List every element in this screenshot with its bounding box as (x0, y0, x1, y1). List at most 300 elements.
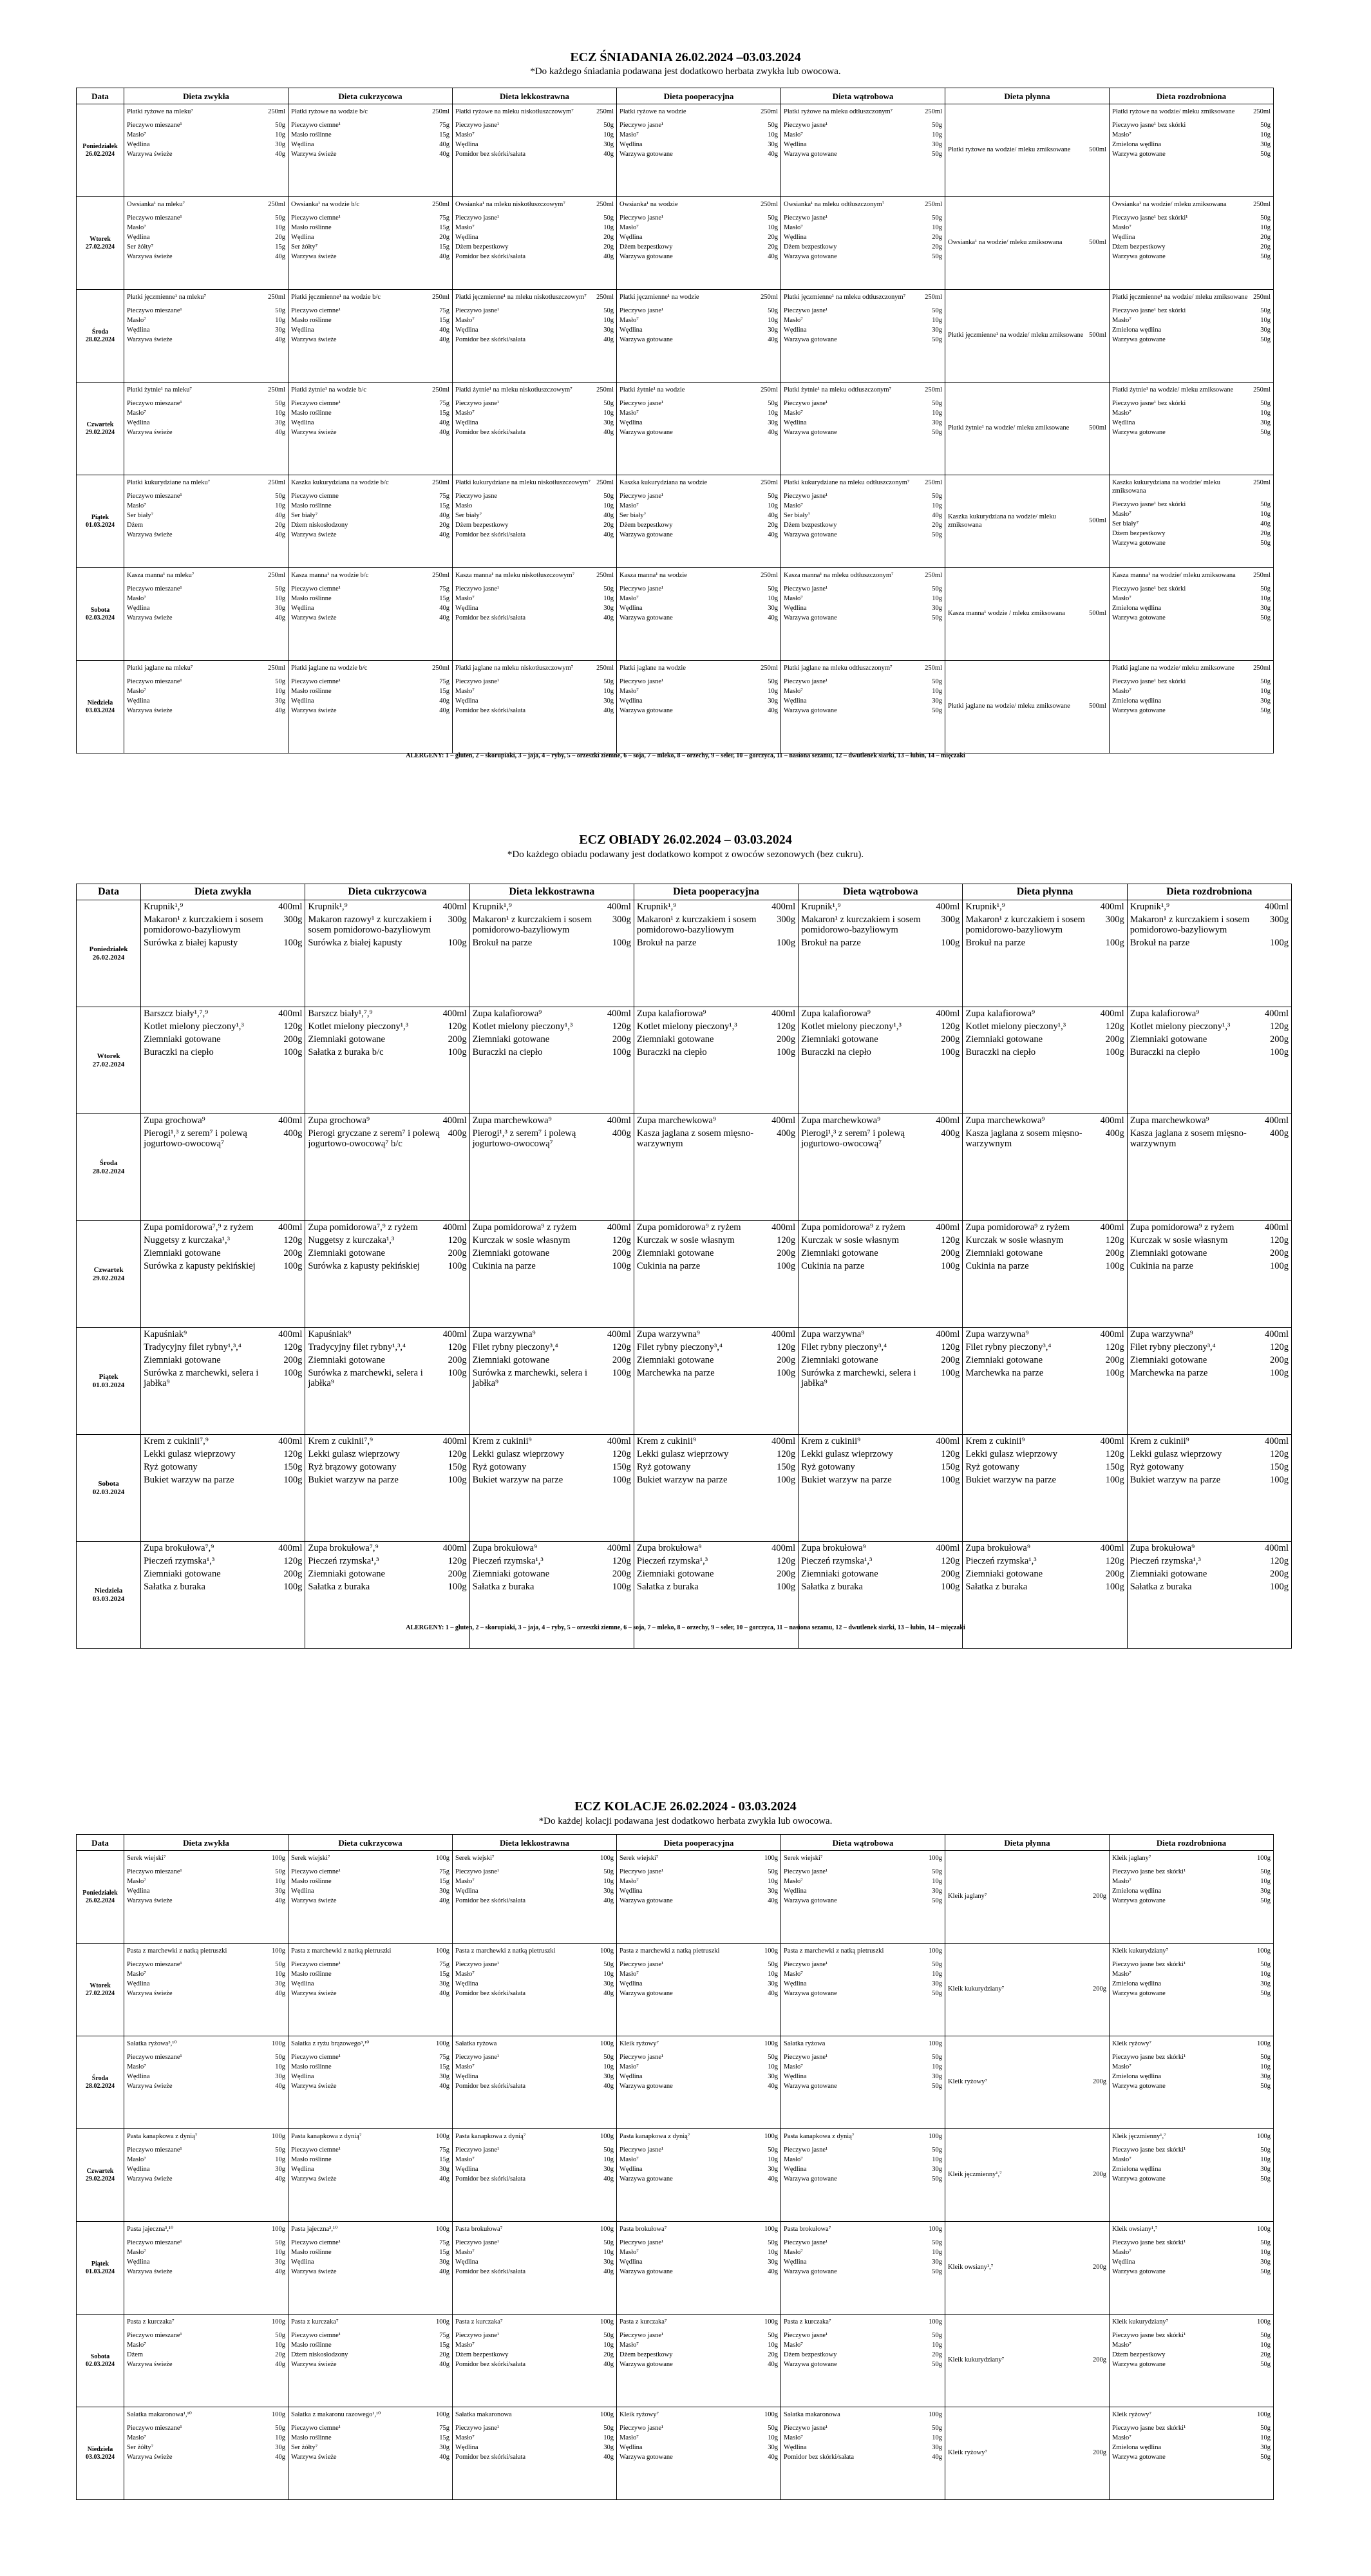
dish-name: Płatki jęczmienne¹ na wodzie b/c (291, 294, 381, 301)
dish-name: Wędlina (619, 2259, 643, 2266)
dish-item (453, 306, 616, 316)
dish-name: Wędlina (455, 2166, 478, 2173)
dish-quantity: 10g (1260, 688, 1271, 695)
dish-item (470, 1046, 634, 1059)
dish-name: Masło⁷ (619, 131, 639, 138)
dish-name: Surówka z kapusty pekińskiej (144, 1261, 256, 1271)
dish-name: Wędlina (784, 327, 807, 334)
dish-item (634, 1367, 798, 1379)
dish-item (288, 501, 452, 511)
dish-name: Kleik kukurydziany⁷ (948, 2356, 1005, 2363)
dish-item (453, 2039, 616, 2049)
dish-item (1110, 603, 1273, 613)
dish-name: Zupa pomidorowa⁹ z ryżem (636, 1222, 741, 1233)
dish-item (1128, 1033, 1291, 1046)
dish-quantity: 100g (600, 2133, 614, 2140)
dish-item (1110, 613, 1273, 623)
dish-item (453, 2340, 616, 2350)
dish-quantity: 200g (283, 1248, 303, 1258)
dish-item (288, 149, 452, 159)
dish-name: Warzywa gotowane (784, 614, 837, 621)
dish-name: Dżem bezpestkowy (784, 243, 837, 251)
dish-item (141, 1580, 305, 1593)
dish-item (781, 385, 945, 395)
dish-quantity: 50g (1260, 429, 1271, 436)
dish-item (124, 1979, 288, 1989)
dish-quantity: 250ml (761, 201, 778, 208)
dish-name: Filet rybny pieczony³,⁴ (801, 1342, 887, 1352)
dish-name: Płatki żytnie¹ na mleku odtłuszczonym⁷ (784, 386, 892, 393)
dish-quantity: 100g (436, 2040, 449, 2047)
dish-name: Wędlina (291, 697, 314, 705)
dish-item (963, 1260, 1126, 1273)
day-name: Niedziela (87, 2445, 113, 2453)
dish-quantity: 400ml (771, 1543, 796, 1553)
day-date: 26.02.2024 (86, 150, 115, 158)
dish-quantity: 50g (768, 678, 778, 685)
dish-quantity: 300g (612, 914, 631, 925)
dish-item (945, 145, 1109, 155)
dish-item (617, 1989, 780, 1998)
dish-name: Warzywa gotowane (619, 253, 673, 260)
dish-quantity: 400ml (1264, 902, 1289, 912)
menu-cell (799, 1328, 963, 1435)
dish-item (453, 2174, 616, 2184)
dish-name: Wędlina (784, 2073, 807, 2080)
dish-name: Lekki gulasz wieprzowy (636, 1449, 729, 1459)
dish-quantity: 150g (612, 1462, 631, 1472)
dish-name: Dżem bezpestkowy (455, 2351, 509, 2358)
dish-name: Ser biały⁷ (291, 512, 318, 519)
dish-item (781, 2410, 945, 2420)
dish-quantity: 10g (1260, 224, 1271, 231)
dish-name: Dżem (127, 522, 144, 529)
dish-name: Pomidor bez skórki/sałata (784, 2454, 855, 2461)
dish-quantity: 15g (439, 317, 449, 324)
dish-item (617, 120, 780, 130)
dish-name: Pasta kanapkowa z dynią⁷ (455, 2133, 526, 2140)
dish-item (288, 603, 452, 613)
dish-name: Bukiet warzyw na parze (636, 1475, 728, 1485)
menu-cell (617, 1851, 781, 1944)
dish-name: Pieczywo mieszane¹ (127, 2146, 182, 2154)
dish-item (288, 242, 452, 252)
dish-item (963, 900, 1126, 913)
day-row (77, 290, 1274, 383)
dish-name: Dżem bezpestkowy (619, 2351, 673, 2358)
dish-name: Masło⁷ (127, 1878, 146, 1885)
dish-item (963, 1542, 1126, 1555)
dish-item (617, 316, 780, 325)
dish-name: Masło⁷ (1112, 2063, 1131, 2070)
dish-item (1110, 529, 1273, 538)
dish-quantity: 40g (439, 707, 449, 714)
column-header: Dieta pooperacyjna (617, 88, 781, 104)
dish-item (141, 900, 305, 913)
dish-name: Kleik kukurydziany⁷ (948, 1985, 1005, 1993)
dish-item (799, 913, 962, 936)
dish-quantity: 30g (1260, 2166, 1271, 2173)
dish-name: Płatki ryżowe na mleku⁷ (127, 108, 194, 115)
dish-quantity: 400ml (1100, 902, 1124, 912)
dish-name: Kleik ryżowy⁷ (1112, 2040, 1152, 2047)
dish-item (124, 603, 288, 613)
dish-name: Serek wiejski⁷ (127, 1855, 166, 1862)
dish-quantity: 120g (283, 1556, 303, 1566)
dish-name: Pomidor bez skórki/sałata (455, 1897, 526, 1904)
menu-cell (945, 290, 1110, 383)
dish-item (799, 1234, 962, 1247)
dish-name: Warzywa gotowane (784, 253, 837, 260)
menu-cell (617, 1944, 781, 2036)
dish-quantity: 50g (603, 400, 614, 407)
dish-name: Pieczywo mieszane¹ (127, 122, 182, 129)
dish-name: Ziemniaki gotowane (801, 1355, 878, 1365)
dish-item (781, 677, 945, 687)
dish-item (634, 1221, 798, 1234)
menu-cell (617, 2222, 781, 2315)
dish-quantity: 100g (600, 2226, 614, 2233)
dish-item (781, 1979, 945, 1989)
dish-quantity: 400ml (278, 902, 303, 912)
dish-name: Makaron¹ z kurczakiem i sosem pomidorowo-bazyliowym (636, 914, 757, 935)
dish-quantity: 100g (448, 1047, 467, 1057)
dish-quantity: 50g (932, 2146, 942, 2154)
menu-cell (305, 1542, 469, 1649)
dish-quantity: 50g (1260, 2083, 1271, 2090)
dish-quantity: 10g (1260, 595, 1271, 602)
dish-name: Zupa brokułowa⁷,⁹ (144, 1543, 214, 1553)
dish-name: Masło⁷ (127, 1971, 146, 1978)
menu-cell (124, 1944, 288, 2036)
dish-name: Pieczywo mieszane¹ (127, 585, 182, 592)
dish-item (1128, 1114, 1291, 1127)
dish-item (781, 107, 945, 117)
dish-item (1110, 316, 1273, 325)
dish-item (781, 2174, 945, 2184)
dish-name: Warzywa gotowane (1112, 614, 1166, 621)
dish-name: Owsianka¹ na wodzie b/c (291, 201, 360, 208)
dish-item (305, 1247, 469, 1260)
dish-quantity: 200g (1093, 2356, 1106, 2363)
dish-quantity: 20g (603, 522, 614, 529)
dish-name: Pasta brokułowa⁷ (455, 2226, 503, 2233)
dish-item (288, 2052, 452, 2062)
dish-name: Zupa kalafiorowa⁹ (965, 1009, 1035, 1019)
dish-quantity: 50g (768, 1868, 778, 1875)
dish-name: Kasza manna¹ na mleku⁷ (127, 572, 194, 579)
dish-quantity: 200g (777, 1248, 796, 1258)
dish-name: Zmielona wędlina (1112, 605, 1162, 612)
dish-item (305, 1580, 469, 1593)
dish-item (470, 1328, 634, 1341)
dish-quantity: 120g (448, 1235, 467, 1245)
dish-quantity: 120g (1105, 1021, 1124, 1032)
dish-name: Filet rybny pieczony³,⁴ (472, 1342, 558, 1352)
dish-item (453, 2132, 616, 2141)
dish-item (781, 2248, 945, 2257)
dish-item (288, 2257, 452, 2267)
dish-name: Płatki ryżowe na wodzie/ mleku zmiksowane (948, 146, 1071, 153)
dish-quantity: 100g (283, 1047, 303, 1057)
dish-name: Ziemniaki gotowane (636, 1569, 714, 1579)
day-row (77, 475, 1274, 568)
dish-quantity: 30g (932, 2444, 942, 2451)
dish-name: Ziemniaki gotowane (965, 1569, 1043, 1579)
dish-quantity: 15g (439, 502, 449, 509)
dish-item (1110, 663, 1273, 673)
dish-name: Warzywa gotowane (619, 2175, 673, 2183)
dish-quantity: 30g (768, 141, 778, 148)
dish-quantity: 10g (932, 224, 942, 231)
dish-quantity: 400g (612, 1128, 631, 1139)
dish-quantity: 40g (603, 2361, 614, 2368)
dish-quantity: 100g (1257, 1855, 1271, 1862)
dish-item (945, 423, 1109, 433)
dish-item (288, 571, 452, 580)
dish-name: Masło⁷ (784, 502, 803, 509)
dish-name: Wędlina (127, 2259, 150, 2266)
dish-quantity: 10g (932, 2249, 942, 2256)
dish-name: Masło⁷ (784, 2156, 803, 2163)
dish-name: Pieczywo mieszane¹ (127, 1868, 182, 1875)
dish-quantity: 250ml (761, 386, 778, 393)
dish-quantity: 50g (1260, 2332, 1271, 2339)
dish-item (288, 1989, 452, 1998)
dish-item (617, 2410, 780, 2420)
dish-item (781, 2164, 945, 2174)
dish-item (141, 936, 305, 949)
dish-name: Płatki żytnie¹ na wodzie b/c (291, 386, 366, 393)
dish-item (124, 696, 288, 706)
breakfast-table (76, 88, 1274, 753)
dish-quantity: 200g (1105, 1569, 1124, 1579)
dish-item (124, 1896, 288, 1906)
dish-quantity: 200g (1105, 1034, 1124, 1045)
dish-quantity: 400ml (607, 1009, 631, 1019)
dish-quantity: 100g (764, 2040, 778, 2047)
dish-name: Wędlina (619, 2073, 643, 2080)
dish-name: Wędlina (784, 1980, 807, 1987)
dish-name: Masło⁷ (619, 595, 639, 602)
day-name: Wtorek (90, 1982, 111, 1989)
dish-name: Sałatka ryżowa (455, 2040, 497, 2047)
menu-cell (288, 290, 453, 383)
dish-item (141, 1221, 305, 1234)
dish-name: Pasta brokułowa⁷ (619, 2226, 667, 2233)
menu-cell (453, 475, 617, 568)
dish-quantity: 250ml (432, 386, 449, 393)
menu-cell (945, 197, 1110, 290)
dish-item (124, 2248, 288, 2257)
dish-item (1128, 1580, 1291, 1593)
dish-quantity: 40g (768, 1990, 778, 1997)
dish-item (288, 2452, 452, 2462)
dish-item (781, 478, 945, 488)
dish-item (781, 1853, 945, 1863)
dish-item (453, 2443, 616, 2452)
dish-name: Warzywa gotowane (619, 1897, 673, 1904)
dish-item (945, 2448, 1109, 2458)
dish-item (141, 1555, 305, 1567)
menu-cell (781, 290, 945, 383)
dish-quantity: 40g (275, 512, 285, 519)
dish-item (617, 1960, 780, 1969)
menu-cell (1127, 1221, 1291, 1328)
dish-item (617, 1979, 780, 1989)
dish-quantity: 30g (932, 327, 942, 334)
dish-name: Warzywa gotowane (1112, 336, 1166, 343)
dish-name: Pieczywo jasne (455, 493, 498, 500)
dish-quantity: 40g (439, 2454, 449, 2461)
dish-name: Ryż gotowany (472, 1462, 527, 1472)
dish-quantity: 20g (275, 522, 285, 529)
dish-name: Marchewka na parze (965, 1368, 1044, 1378)
dish-quantity: 200g (941, 1034, 960, 1045)
dish-quantity: 40g (439, 1990, 449, 1997)
dish-quantity: 400g (1105, 1128, 1124, 1139)
dish-item (453, 292, 616, 302)
dish-name: Wędlina (455, 2073, 478, 2080)
dish-name: Płatki jaglane na mleku niskotłuszczowym⁷ (455, 665, 574, 672)
dish-name: Buraczki na ciepło (965, 1047, 1036, 1057)
dish-quantity: 120g (1270, 1235, 1289, 1245)
dish-name: Pieczywo jasne bez skórki¹ (1112, 2425, 1186, 2432)
dish-name: Ziemniaki gotowane (308, 1569, 385, 1579)
dish-item (288, 1886, 452, 1896)
dish-item (124, 2238, 288, 2248)
dish-item (453, 478, 616, 488)
dish-name: Warzywa gotowane (784, 1990, 837, 1997)
dish-item (288, 2145, 452, 2155)
dish-quantity: 400ml (1264, 1436, 1289, 1446)
menu-cell (124, 383, 288, 475)
menu-cell (1110, 661, 1274, 753)
dish-name: Pieczywo jasne¹ (455, 214, 500, 222)
dish-quantity: 50g (603, 2425, 614, 2432)
dish-quantity: 400ml (442, 1115, 467, 1126)
dish-name: Krem z cukinii⁹ (636, 1436, 696, 1446)
dish-item (124, 2132, 288, 2141)
dish-item (1128, 1127, 1291, 1150)
dish-name: Sałatka makaronowa (784, 2411, 840, 2418)
dish-item (781, 292, 945, 302)
dish-name: Kasza manna¹ na mleku niskotłuszczowym⁷ (455, 572, 575, 579)
dish-item (1110, 2224, 1273, 2234)
dish-item (1110, 200, 1273, 209)
dish-quantity: 10g (932, 595, 942, 602)
dish-quantity: 40g (439, 141, 449, 148)
dish-name: Płatki jaglane na mleku odtłuszczonym⁷ (784, 665, 893, 672)
dish-name: Warzywa gotowane (1112, 2175, 1166, 2183)
dish-name: Pomidor bez skórki/sałata (455, 2083, 526, 2090)
dish-quantity: 50g (603, 2332, 614, 2339)
dish-item (799, 1247, 962, 1260)
dish-item (781, 696, 945, 706)
dish-name: Kasza manna¹ na wodzie/ mleku zmiksowana (1112, 572, 1236, 579)
dish-item (141, 1473, 305, 1486)
dish-quantity: 250ml (925, 386, 942, 393)
dish-name: Kasza manna¹ na wodzie b/c (291, 572, 369, 579)
dish-name: Pomidor bez skórki/sałata (455, 2361, 526, 2368)
dish-quantity: 50g (932, 614, 942, 621)
dish-item (799, 1354, 962, 1367)
dish-name: Ser żółty⁷ (127, 2444, 154, 2451)
dish-quantity: 50g (603, 1868, 614, 1875)
dish-name: Masło⁷ (127, 688, 146, 695)
dish-name: Pieczywo jasne¹ (455, 585, 500, 592)
menu-cell (945, 2407, 1110, 2500)
dish-name: Warzywa świeże (291, 151, 337, 158)
dish-quantity: 400ml (442, 1009, 467, 1019)
dish-item (1110, 594, 1273, 603)
dish-item (1110, 2410, 1273, 2420)
dish-item (634, 1114, 798, 1127)
dish-item (1110, 584, 1273, 594)
dish-item (781, 2224, 945, 2234)
dish-quantity: 40g (439, 512, 449, 519)
dish-item (1110, 2360, 1273, 2369)
dish-name: Warzywa świeże (127, 429, 173, 436)
dish-item (617, 2145, 780, 2155)
dish-item (963, 1127, 1126, 1150)
dish-quantity: 120g (448, 1021, 467, 1032)
dish-item (470, 1555, 634, 1567)
dish-name: Zmielona wędlina (1112, 1888, 1162, 1895)
dish-item (124, 2331, 288, 2340)
dish-item (305, 1221, 469, 1234)
dish-name: Surówka z białej kapusty (144, 938, 238, 948)
dish-name: Masło⁷ (1112, 688, 1131, 695)
dish-item (1110, 130, 1273, 140)
dish-item (288, 2081, 452, 2091)
dish-item (453, 677, 616, 687)
dish-name: Pieczywo mieszane¹ (127, 2425, 182, 2432)
dish-name: Masło⁷ (455, 2342, 475, 2349)
dish-name: Ziemniaki gotowane (636, 1034, 714, 1045)
dish-item (963, 1007, 1126, 1020)
dish-name: Marchewka na parze (1130, 1368, 1208, 1378)
menu-cell (781, 2222, 945, 2315)
dish-name: Płatki ryżowe na wodzie (619, 108, 686, 115)
dish-item (124, 2174, 288, 2184)
dish-item (799, 1328, 962, 1341)
dish-item (124, 2410, 288, 2420)
dish-item (1110, 2081, 1273, 2091)
dish-item (288, 120, 452, 130)
dish-item (781, 242, 945, 252)
dish-item (124, 2350, 288, 2360)
dish-name: Zupa pomidorowa⁹ z ryżem (965, 1222, 1070, 1233)
dish-item (945, 2077, 1109, 2087)
dish-item (945, 609, 1109, 618)
dish-item (617, 2164, 780, 2174)
dish-quantity: 30g (768, 1980, 778, 1987)
dish-quantity: 50g (275, 493, 285, 500)
dish-quantity: 15g (439, 2063, 449, 2070)
dish-quantity: 50g (768, 400, 778, 407)
dish-quantity: 100g (764, 2226, 778, 2233)
dish-item (124, 200, 288, 209)
dish-item (453, 1989, 616, 1998)
dish-quantity: 10g (1260, 1971, 1271, 1978)
dish-name: Pasta z marchewki z natką pietruszki (127, 1947, 227, 1955)
dish-quantity: 100g (941, 1261, 960, 1271)
dish-item (617, 2317, 780, 2327)
day-row (77, 2407, 1274, 2500)
dish-item (141, 1260, 305, 1273)
dish-name: Warzywa świeże (291, 2175, 337, 2183)
